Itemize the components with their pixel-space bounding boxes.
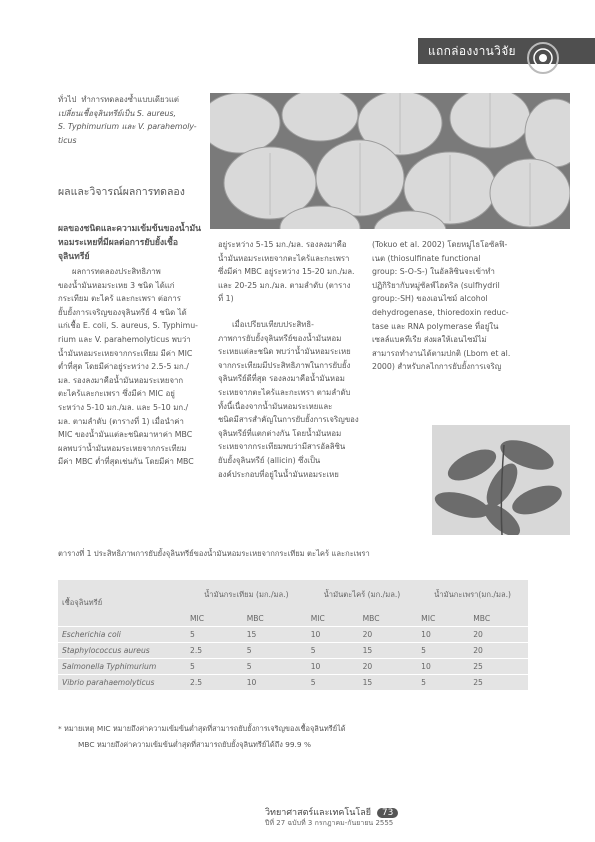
value-cell: 20 (362, 662, 373, 671)
value-cell: 15 (246, 630, 257, 639)
value-cell: 2.5 (190, 678, 203, 687)
value-cell: 25 (473, 678, 483, 687)
text-line: น้ำมันหอมระเหยจากกระเทียม มีค่า MIC (58, 348, 193, 358)
basil-leaves-image (432, 425, 570, 535)
group-header: น้ำมันตะไคร้ (มก./มล.) (323, 590, 401, 600)
value-cell: 20 (362, 630, 373, 639)
text-line: และ 20-25 มก./มล. ตามลำดับ (ตาราง (218, 280, 351, 290)
text-line: อยู่ระหว่าง 5-15 มก./มล. รองลงมาคือ (218, 240, 347, 249)
text-line: กระเทียม ตะไคร้ และกะเพรา ต่อการ (58, 294, 181, 304)
value-cell: 10 (310, 630, 321, 639)
garlic-photo (210, 93, 570, 229)
text-line: น้ำมันหอมระเหยจากตะไคร้และกะเพรา (218, 253, 350, 263)
value-cell: 5 (310, 646, 316, 655)
subcol-header: MBC (246, 613, 264, 623)
table-note-1: * หมายเหตุ MIC หมายถึงค่าความเข้มข้นต่ำสุดที่สามารถยับยั้งการเจริญของเชื้อจุลินทรีย์ได้ (58, 724, 346, 733)
value-cell: 2.5 (190, 646, 203, 655)
table-row (58, 659, 528, 675)
value-cell: 5 (421, 678, 427, 687)
value-cell: 20 (473, 630, 483, 639)
page-number: 73 (377, 808, 398, 818)
text-line: จากกระเทียมมีประสิทธิภาพในการยับยั้ง (218, 360, 351, 370)
table-row (58, 675, 528, 691)
text-line: ผลการทดลองประสิทธิภาพ (72, 267, 161, 276)
text-line: rium และ V. parahemolyticus พบว่า (58, 334, 191, 344)
table-note-2: MBC หมายถึงค่าความเข้มข้นต่ำสุดที่สามารถยับยั้งจุลินทรีย์ได้ถึง 99.9 % (78, 740, 311, 749)
text-line: ระเหยจากตะไคร้และกะเพรา ตามลำดับ (218, 387, 351, 397)
intro-label: ทั่วไป (58, 95, 77, 104)
text-line: group:-SH) ของเอนไซม์ alcohol (372, 294, 488, 304)
subheading (58, 222, 208, 264)
value-cell: 5 (190, 630, 195, 639)
text-line: ยั้บยั้งการเจริญของจุลินทรีย์ 4 ชนิด ได้ (58, 307, 187, 317)
text-line: MIC ของน้ำมันแต่ละชนิดมาหาค่า MBC (58, 430, 193, 440)
header-title: แถกล่องงานวิจัย (428, 44, 516, 58)
value-cell: 10 (310, 662, 321, 671)
text-line: dehydrogenase, thioredoxin reduc- (372, 307, 509, 317)
subcol-header: MIC (421, 613, 436, 623)
text-line: ผลพบว่าน้ำมันหอมระเหยจากกระเทียม (58, 443, 187, 453)
row-header-cell: เชื้อจุลินทรีย์ (62, 598, 103, 607)
section-title: ผลและวิจารณ์ผลการทดลอง (58, 186, 185, 198)
text-line: (Tokuo et al. 2002) โดยหมู่ไธโอซัลฟิ- (372, 240, 508, 249)
footer-journal (265, 805, 398, 819)
organism-cell: Salmonella Typhimurium (62, 662, 157, 671)
group-header: น้ำมันกระเทียม (มก./มล.) (204, 590, 289, 600)
subcol-header: MIC (190, 613, 205, 623)
organism-cell: Vibrio parahaemolyticus (62, 678, 155, 687)
organism-cell: Escherichia coli (62, 630, 121, 639)
column-1-text (58, 265, 208, 469)
value-cell: 10 (421, 662, 431, 671)
text-line: ตะไคร้และกะเพรา ซึ่งมีค่า MIC อยู่ (58, 389, 175, 399)
text-line: แก่เชื้อ E. coli, S. aureus, S. Typhimu- (58, 321, 198, 331)
text-line: จุลินทรีย์ที่แตกต่างกัน โดยน้ำมันหอม (218, 428, 342, 438)
intro-line: ticus (58, 135, 77, 145)
value-cell: 20 (473, 646, 483, 655)
intro-line: ทำการทดลองซ้ำแบบเดียวแต่ (81, 95, 179, 104)
text-line: องค์ประกอบที่อยู่ในน้ำมันหอมระเหย (218, 469, 339, 479)
basil-photo (432, 425, 570, 535)
text-line: ระเหยแต่ละชนิด พบว่าน้ำมันหอมระเหย (218, 347, 351, 357)
value-cell: 5 (310, 678, 316, 687)
value-cell: 5 (421, 646, 427, 655)
value-cell: 5 (246, 662, 252, 671)
intro-line: เปลี่ยนเชื้อจุลินทรีย์เป็น S. aureus, (58, 108, 177, 118)
subheading-line: จุลินทรีย์ (58, 252, 90, 262)
paragraph-gap (218, 306, 368, 318)
text-line: ระเหยจากกระเทียมพบว่ามีสารอัลลิซิน (218, 442, 346, 452)
text-line: เซลล์แบคทีเรีย ส่งผลให้เอนไซม์ไม่ (372, 335, 487, 345)
text-line: เมื่อเปรียบเทียบประสิทธิ- (232, 319, 314, 329)
intro-line: S. Typhimurium และ V. parahemoly- (58, 122, 197, 132)
results-table (58, 580, 528, 690)
organism-cell: Staphylococcus aureus (62, 646, 150, 655)
table-header-row (58, 580, 528, 611)
garlic-bulbs-image (210, 93, 570, 229)
text-line: ที่ 1) (218, 294, 234, 304)
value-cell: 15 (362, 678, 373, 687)
intro-text (58, 93, 208, 147)
subheading-line: ผลของชนิดและความเข้มข้นของน้ำมัน (58, 224, 202, 234)
text-line: tase และ RNA polymerase ที่อยู่ใน (372, 321, 499, 331)
text-line: ทั้งนี้เนื่องจากน้ำมันหอมระเหยและ (218, 401, 333, 411)
text-line: ชนิดมีสารสำคัญในการยับยั้งการเจริญของ (218, 415, 359, 425)
text-line: เนต (thiosulfinate functional (372, 253, 481, 263)
table-row (58, 627, 528, 643)
table-caption: ตารางที่ 1 ประสิทธิภาพการยับยั้งจุลินทรีย์ของน้ำมันหอมระเหยจากกระเทียม ตะไคร้ และกะเพรา (58, 549, 370, 558)
subcol-header: MBC (473, 613, 491, 623)
text-line: มล. รองลงมาคือน้ำมันหอมระเหยจาก (58, 375, 184, 385)
text-line: ซึ่งมีค่า MBC อยู่ระหว่าง 15-20 มก./มล. (218, 267, 355, 277)
table-row (58, 643, 528, 659)
value-cell: 15 (362, 646, 373, 655)
text-line: ของน้ำมันหอมระเหย 3 ชนิด ได้แก่ (58, 280, 175, 290)
journal-name: วิทยาศาสตร์และเทคโนโลยี (265, 808, 372, 818)
text-line: มีค่า MBC ต่ำที่สุดเช่นกัน โดยมีค่า MBC (58, 457, 194, 467)
text-line: group: S-O-S-) ในอัลลิซินจะเข้าทำ (372, 267, 495, 277)
value-cell: 10 (246, 678, 257, 687)
column-3-text (372, 238, 568, 374)
text-line: ปฏิกิริยากับหมู่ซัลฟ์ไฮดริล (sulfhydril (372, 280, 500, 290)
subcol-header: MIC (310, 613, 325, 623)
value-cell: 10 (421, 630, 431, 639)
text-line: ระหว่าง 5-10 มก./มล. และ 5-10 มก./ (58, 402, 189, 412)
value-cell: 25 (473, 662, 483, 671)
text-line: สามารถทำงานได้ตามปกติ (Lbom et al. (372, 348, 511, 358)
text-line: ต่ำที่สุด โดยมีค่าอยู่ระหว่าง 2.5-5 มก./ (58, 362, 189, 372)
group-header: น้ำมันกะเพรา(มก./มล.) (434, 590, 512, 600)
text-line: ยับยั้งจุลินทรีย์ (allicin) ซึ่งเป็น (218, 455, 321, 465)
column-2-text (218, 238, 368, 481)
text-line: มล. ตามลำดับ (ตารางที่ 1) เมื่อนำค่า (58, 416, 184, 426)
text-line: 2000) สำหรับกลไกการยับยั้งการเจริญ (372, 362, 502, 372)
subcol-header: MBC (362, 613, 380, 623)
value-cell: 5 (190, 662, 195, 671)
footer-issue: ปีที่ 27 ฉบับที่ 3 กรกฎาคม-กันยายน 2555 (265, 819, 394, 827)
results-table-container (58, 580, 528, 690)
text-line: ภาพการยับยั้งจุลินทรีย์ของน้ำมันหอม (218, 333, 342, 343)
value-cell: 5 (246, 646, 252, 655)
target-logo-icon (525, 40, 561, 76)
text-line: จุลินทรีย์ดีที่สุด รองลงมาคือน้ำมันหอม (218, 374, 345, 384)
subheading-line: หอมระเหยที่มีผลต่อการยับยั้งเชื้อ (58, 238, 179, 248)
